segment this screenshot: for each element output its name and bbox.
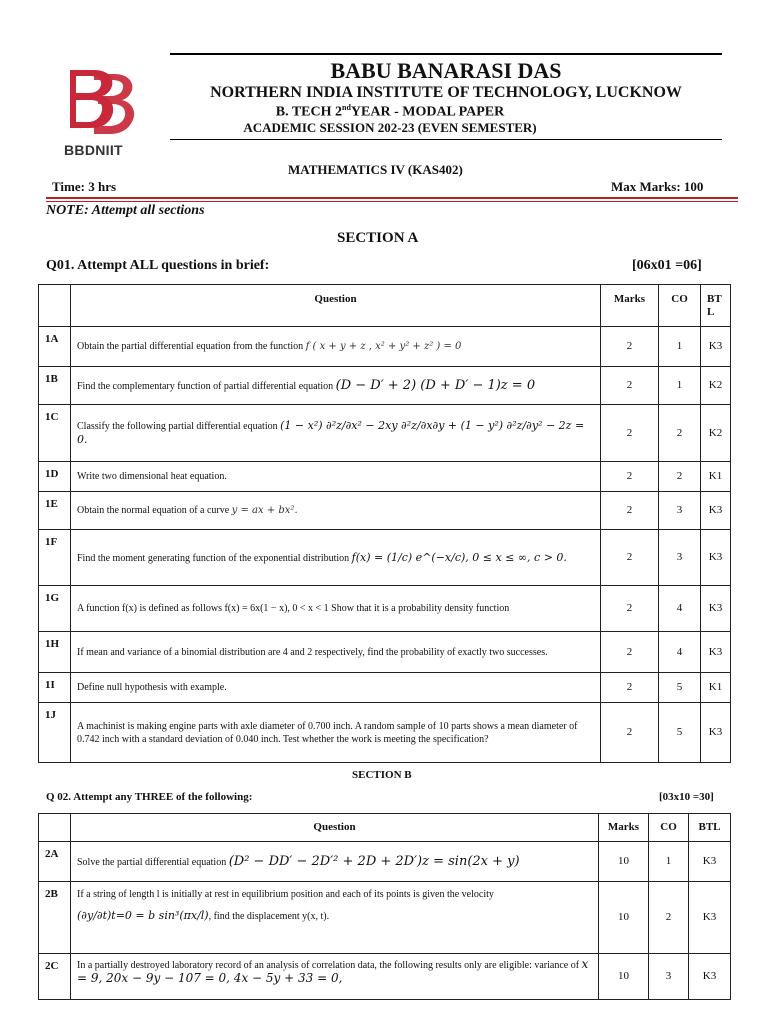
question-co: 3	[649, 954, 689, 1000]
question-number: 2A	[39, 842, 71, 882]
q02-marks: [03x10 =30]	[659, 791, 714, 803]
question-number: 1H	[39, 632, 71, 673]
table-row	[39, 327, 731, 367]
question-number: 1D	[39, 462, 71, 492]
question-btl: K2	[701, 405, 731, 462]
table-row	[39, 462, 731, 492]
question-text: Obtain the normal equation of a curve	[77, 505, 230, 516]
question-marks: 2	[601, 405, 659, 462]
question-marks: 10	[599, 954, 649, 1000]
table-row	[39, 530, 731, 586]
col-btl: BT L	[701, 285, 731, 327]
table-header-row	[39, 285, 731, 327]
section-a-table	[38, 284, 731, 763]
question-number: 1F	[39, 530, 71, 586]
question-btl: K3	[701, 703, 731, 763]
table-row	[39, 492, 731, 530]
question-co: 2	[649, 882, 689, 954]
question-co: 5	[659, 703, 701, 763]
question-btl: K3	[701, 632, 731, 673]
academic-session: ACADEMIC SESSION 202-23 (EVEN SEMESTER)	[243, 120, 537, 135]
question-text: A function f(x) is defined as follows f(x) = 6x(1 − x), 0 < x < 1 Show that it is a probability density function	[71, 586, 601, 632]
question-text: Obtain the partial differential equation from the function	[77, 341, 304, 352]
header-bottom-rule	[170, 139, 722, 140]
question-co: 3	[659, 530, 701, 586]
question-text: Find the complementary function of partial differential equation	[77, 380, 334, 392]
question-math: (D² − DD′ − 2D′² + 2D + 2D′)z = sin(2x + y)	[228, 853, 520, 869]
question-marks: 2	[601, 367, 659, 405]
question-marks: 2	[601, 462, 659, 492]
question-btl: K3	[701, 492, 731, 530]
header-top-rule	[170, 53, 722, 55]
col-btl: BTL	[689, 814, 731, 842]
question-co: 3	[659, 492, 701, 530]
question-text: Solve the partial differential equation	[77, 856, 227, 868]
question-co: 2	[659, 462, 701, 492]
table-row	[39, 954, 731, 1000]
table-row	[39, 586, 731, 632]
section-b-title: SECTION B	[352, 769, 412, 781]
question-text: If mean and variance of a binomial distribution are 4 and 2 respectively, find the probability of exactly two successes.	[71, 632, 601, 673]
col-question: Question	[71, 285, 601, 327]
question-text: If a string of length l is initially at rest in equilibrium position and each of its points is given the velocity	[77, 889, 494, 900]
question-text: In a partially destroyed laboratory record of an analysis of correlation data, the following results only are eligible: variance of	[77, 960, 580, 971]
q01-marks: [06x01 =06]	[632, 258, 702, 273]
table-row	[39, 842, 731, 882]
question-math: f(x) = (1/c) e^(−x/c), 0 ≤ x ≤ ∞, c > 0.	[351, 550, 567, 564]
exam-note: NOTE: Attempt all sections	[46, 203, 205, 218]
question-number: 1J	[39, 703, 71, 763]
bbd-logo-icon	[64, 68, 144, 140]
question-co: 1	[659, 327, 701, 367]
question-math: x = 9, 20x − 9y − 107 = 0, 4x − 5y + 33 = 0,	[77, 957, 589, 985]
q01-instruction: Q01. Attempt ALL questions in brief:	[46, 258, 270, 273]
question-text: Find the moment generating function of the exponential distribution	[77, 552, 350, 564]
institute-subtitle: NORTHERN INDIA INSTITUTE OF TECHNOLOGY, LUCKNOW	[210, 84, 682, 101]
question-number: 1I	[39, 673, 71, 703]
question-number: 1B	[39, 367, 71, 405]
question-co: 4	[659, 586, 701, 632]
red-divider-2	[46, 201, 738, 202]
question-btl: K3	[701, 530, 731, 586]
col-co: CO	[649, 814, 689, 842]
logo-text: BBDNIIT	[64, 142, 123, 158]
question-number: 1G	[39, 586, 71, 632]
red-divider-1	[46, 197, 738, 199]
table-row	[39, 673, 731, 703]
section-a-title: SECTION A	[337, 230, 419, 246]
exam-title: B. TECH 2ndYEAR - MODAL PAPER	[275, 103, 505, 120]
question-text: Write two dimensional heat equation.	[71, 462, 601, 492]
question-math: (1 − x²) ∂²z/∂x² − 2xy ∂²z/∂x∂y + (1 − y²) ∂²z/∂y² − 2z = 0.	[77, 419, 585, 446]
question-math: (D − D′ + 2) (D + D′ − 1)z = 0	[335, 377, 536, 393]
question-marks: 10	[599, 842, 649, 882]
table-row	[39, 405, 731, 462]
question-btl: K3	[689, 882, 731, 954]
question-marks: 2	[601, 586, 659, 632]
table-row	[39, 703, 731, 763]
question-co: 4	[659, 632, 701, 673]
question-text: A machinist is making engine parts with axle diameter of 0.700 inch. A random sample of 10 parts shows a mean diameter of 0.742 inch with a standard deviation of 0.040 inch. Test whether the work is meeting the specification?	[71, 703, 601, 763]
question-marks: 10	[599, 882, 649, 954]
question-number: 1E	[39, 492, 71, 530]
col-co: CO	[659, 285, 701, 327]
question-btl: K3	[689, 842, 731, 882]
exam-time: Time: 3 hrs	[52, 179, 117, 194]
question-marks: 2	[601, 673, 659, 703]
subject-title: MATHEMATICS IV (KAS402)	[288, 162, 463, 177]
institute-name: BABU BANARASI DAS	[330, 58, 562, 83]
table-row	[39, 632, 731, 673]
question-co: 1	[649, 842, 689, 882]
question-math: (∂y/∂t)t=0 = b sin³(πx/l)	[77, 909, 209, 922]
question-number: 2C	[39, 954, 71, 1000]
question-number: 2B	[39, 882, 71, 954]
question-marks: 2	[601, 632, 659, 673]
question-marks: 2	[601, 703, 659, 763]
question-co: 2	[659, 405, 701, 462]
q02-instruction: Q 02. Attempt any THREE of the following:	[46, 791, 253, 803]
question-number: 1A	[39, 327, 71, 367]
question-marks: 2	[601, 492, 659, 530]
question-co: 1	[659, 367, 701, 405]
table-header-row	[39, 814, 731, 842]
question-marks: 2	[601, 530, 659, 586]
question-text-continued: , find the displacement y(x, t).	[208, 911, 330, 922]
max-marks: Max Marks: 100	[611, 179, 704, 194]
institute-logo	[62, 68, 152, 158]
col-marks: Marks	[601, 285, 659, 327]
question-text: Define null hypothesis with example.	[71, 673, 601, 703]
section-b-table	[38, 813, 731, 1000]
question-btl: K3	[701, 327, 731, 367]
question-btl: K3	[689, 954, 731, 1000]
question-math: f ( x + y + z , x² + y² + z² ) = 0	[305, 341, 462, 352]
table-row	[39, 367, 731, 405]
question-number: 1C	[39, 405, 71, 462]
question-btl: K2	[701, 367, 731, 405]
question-btl: K1	[701, 462, 731, 492]
table-row	[39, 882, 731, 954]
question-math: y = ax + bx².	[231, 505, 298, 516]
question-text: Classify the following partial differential equation	[77, 421, 278, 432]
col-question: Question	[71, 814, 599, 842]
question-btl: K1	[701, 673, 731, 703]
col-marks: Marks	[599, 814, 649, 842]
question-marks: 2	[601, 327, 659, 367]
question-co: 5	[659, 673, 701, 703]
question-btl: K3	[701, 586, 731, 632]
